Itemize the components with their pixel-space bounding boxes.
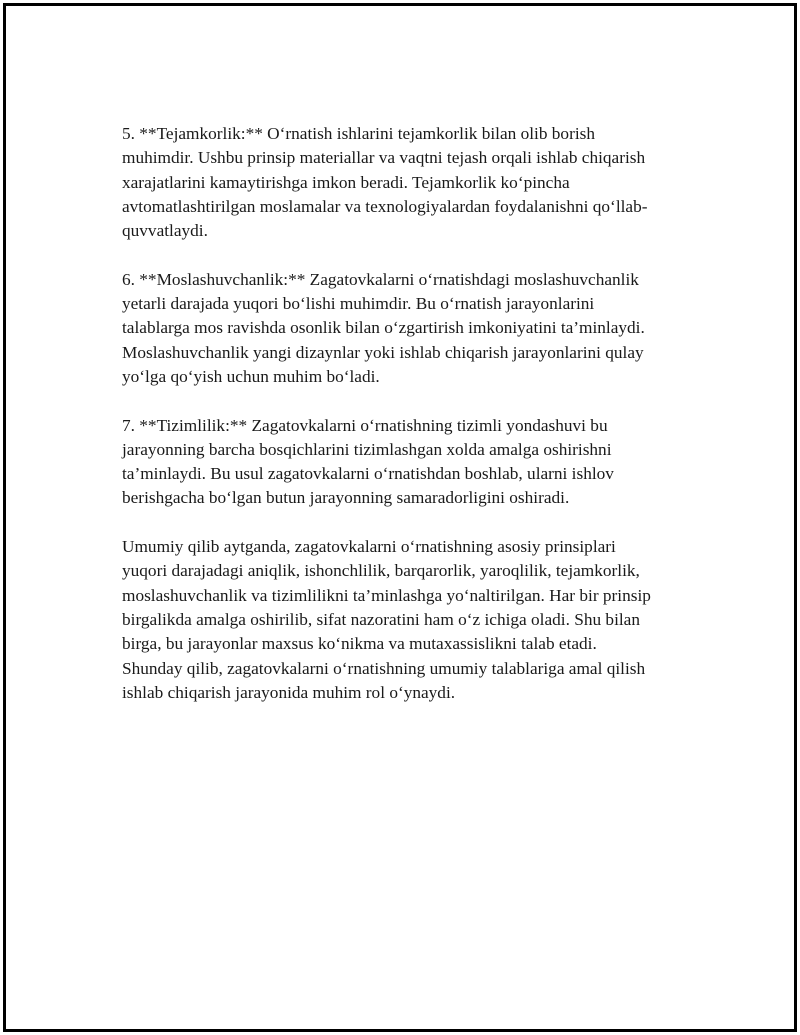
text-line: muhimdir. Ushbu prinsip materiallar va vaqtni tejash orqali ishlab chiqarish [122,148,646,168]
text-line: xarajatlarini kamaytirishga imkon beradi. Tejamkorlik ko‘pincha [122,172,570,192]
text-line: Umumiy qilib aytganda, zagatovkalarni o‘rnatishning asosiy prinsiplari [122,537,616,557]
paragraph-summary [122,535,692,705]
text-line: 7. **Tizimlilik:** Zagatovkalarni o‘rnatishning tizimli yondashuvi bu [122,415,608,435]
text-line: birgalikda amalga oshirilib, sifat nazoratini ham o‘z ichiga oladi. Shu bilan [122,609,640,629]
text-line: yo‘lga qo‘yish uchun muhim bo‘ladi. [122,366,380,386]
text-line: moslashuvchanlik va tizimlilikni ta’minlashga yo‘naltirilgan. Har bir prinsip [122,585,651,605]
text-line: talablarga mos ravishda osonlik bilan o‘zgartirish imkoniyatini ta’minlaydi. [122,318,645,338]
text-line: Shunday qilib, zagatovkalarni o‘rnatishning umumiy talablariga amal qilish [122,658,646,678]
text-line: jarayonning barcha bosqichlarini tizimlashgan xolda amalga oshirishni [122,439,612,459]
text-line: 5. **Tejamkorlik:** O‘rnatish ishlarini tejamkorlik bilan olib borish [122,124,595,143]
page-border [3,3,797,1032]
paragraph-tizimlilik [122,414,692,511]
text-line: ishlab chiqarish jarayonida muhim rol o‘ynaydi. [122,682,456,702]
paragraph-tejamkorlik [122,122,692,243]
text-line: ta’minlaydi. Bu usul zagatovkalarni o‘rnatishdan boshlab, ularni ishlov [122,464,614,484]
text-line: yetarli darajada yuqori bo‘lishi muhimdir. Bu o‘rnatish jarayonlarini [122,294,595,314]
document-body [122,122,692,729]
text-line: Moslashuvchanlik yangi dizaynlar yoki ishlab chiqarish jarayonlarini qulay [122,342,644,362]
text-line: quvvatlaydi. [122,221,208,241]
paragraph-moslashuvchanlik [122,268,692,389]
text-line: yuqori darajadagi aniqlik, ishonchlilik, barqarorlik, yaroqlilik, tejamkorlik, [122,561,640,581]
text-line: avtomatlashtirilgan moslamalar va texnologiyalardan foydalanishni qo‘llab- [122,196,648,216]
text-line: birga, bu jarayonlar maxsus ko‘nikma va mutaxassislikni talab etadi. [122,634,597,654]
text-line: 6. **Moslashuvchanlik:** Zagatovkalarni o‘rnatishdagi moslashuvchanlik [122,269,639,289]
text-line: berishgacha bo‘lgan butun jarayonning samaradorligini oshiradi. [122,488,570,508]
